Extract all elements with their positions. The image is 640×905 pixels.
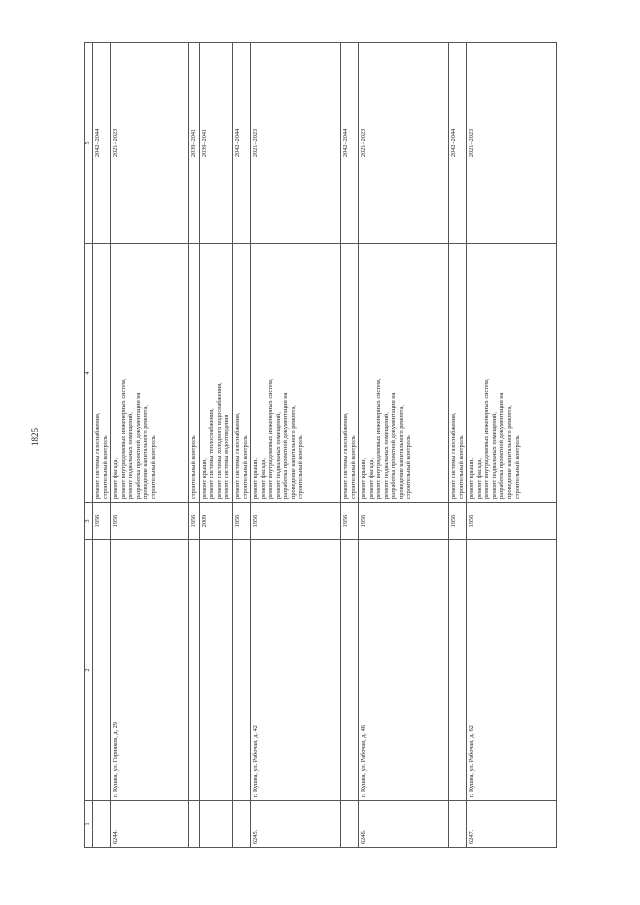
row-number: 6247. — [467, 801, 557, 848]
table-row — [251, 43, 341, 848]
works-cell — [251, 244, 341, 503]
row-number — [199, 801, 232, 848]
header-col-5: 5 — [85, 43, 93, 244]
column-number-row — [85, 43, 93, 848]
work-item: строительный контроль — [241, 435, 249, 499]
header-col-3: 3 — [85, 503, 93, 540]
work-item: ремонт системы газоснабжения, — [450, 412, 458, 499]
address-cell — [189, 540, 200, 801]
year-cell: 1956 — [93, 503, 111, 540]
work-item: строительный контроль — [513, 435, 521, 499]
work-item: строительный контроль — [190, 435, 198, 499]
page-number: 1825 — [30, 428, 40, 446]
year-cell: 1956 — [467, 503, 557, 540]
work-item: ремонт внутридомовых инженерных систем, — [375, 378, 383, 499]
capital-repair-table — [84, 42, 557, 848]
row-number — [189, 801, 200, 848]
year-cell: 1956 — [449, 503, 467, 540]
period-cell: 2042–2044 — [93, 43, 111, 244]
work-item: ремонт фасада, — [367, 458, 375, 499]
address-cell: г. Кушва, ул. Горняков, д. 29 — [111, 540, 189, 801]
header-col-4: 4 — [85, 244, 93, 503]
work-item: ремонт системы газоснабжения, — [234, 412, 242, 499]
table-row — [93, 43, 111, 848]
table-row — [199, 43, 232, 848]
period-cell: 2021–2023 — [359, 43, 449, 244]
work-item: ремонт фасада, — [112, 458, 120, 499]
work-item: проведение капитального ремонта, — [142, 405, 150, 499]
table-row — [111, 43, 189, 848]
rotated-page — [84, 78, 600, 848]
period-cell: 2042–2044 — [449, 43, 467, 244]
works-cell — [359, 244, 449, 503]
period-cell: 2039–2041 — [189, 43, 200, 244]
work-item: строительный контроль — [150, 435, 158, 499]
row-number — [233, 801, 251, 848]
work-item: ремонт подвальных помещений, — [127, 412, 135, 499]
work-item: ремонт фасада, — [259, 458, 267, 499]
work-item: ремонт внутридомовых инженерных систем, — [483, 378, 491, 499]
work-item: ремонт крыши, — [252, 457, 260, 499]
row-number: 6245. — [251, 801, 341, 848]
period-cell: 2021–2023 — [467, 43, 557, 244]
work-item: ремонт системы холодного водоснабжения, — [215, 382, 223, 499]
address-cell — [341, 540, 359, 801]
work-item: ремонт системы газоснабжения, — [94, 412, 102, 499]
works-cell — [449, 244, 467, 503]
work-item: строительный контроль — [405, 435, 413, 499]
work-item: ремонт крыши, — [468, 457, 476, 499]
row-number — [341, 801, 359, 848]
address-cell — [233, 540, 251, 801]
year-cell: 2009 — [199, 503, 232, 540]
work-item: ремонт системы газоснабжения, — [342, 412, 350, 499]
address-cell — [199, 540, 232, 801]
works-cell — [111, 244, 189, 503]
year-cell: 1956 — [359, 503, 449, 540]
row-number: 6244. — [111, 801, 189, 848]
row-number: 6246. — [359, 801, 449, 848]
period-cell: 2042–2044 — [233, 43, 251, 244]
works-cell — [199, 244, 232, 503]
work-item: строительный контроль — [297, 435, 305, 499]
work-item: строительный контроль — [101, 435, 109, 499]
address-cell — [93, 540, 111, 801]
work-item: строительный контроль — [457, 435, 465, 499]
work-item: разработка проектной документации на — [134, 392, 142, 499]
year-cell: 1956 — [189, 503, 200, 540]
work-item: проведение капитального ремонта, — [397, 405, 405, 499]
work-item: проведение капитального ремонта, — [506, 405, 514, 499]
table-row — [449, 43, 467, 848]
period-cell: 2021–2023 — [251, 43, 341, 244]
work-item: ремонт фасада, — [475, 458, 483, 499]
address-cell — [449, 540, 467, 801]
table-row — [341, 43, 359, 848]
table-row — [467, 43, 557, 848]
work-item: ремонт подвальных помещений, — [382, 412, 390, 499]
period-cell: 2021–2023 — [111, 43, 189, 244]
work-item: ремонт крыши, — [200, 457, 208, 499]
work-item: ремонт подвальных помещений, — [490, 412, 498, 499]
year-cell: 1956 — [233, 503, 251, 540]
row-number — [449, 801, 467, 848]
table-row — [233, 43, 251, 848]
year-cell: 1956 — [111, 503, 189, 540]
address-cell: г. Кушва, ул. Рабочая, д. 62 — [467, 540, 557, 801]
work-item: разработка проектной документации на — [498, 392, 506, 499]
work-item: ремонт крыши, — [360, 457, 368, 499]
table-row — [189, 43, 200, 848]
header-col-1: 1 — [85, 801, 93, 848]
work-item: ремонт внутридомовых инженерных систем, — [267, 378, 275, 499]
work-item: проведение капитального ремонта, — [289, 405, 297, 499]
work-item: ремонт системы теплоснабжения, — [208, 408, 216, 499]
address-cell: г. Кушва, ул. Рабочая, д. 42 — [251, 540, 341, 801]
works-cell — [467, 244, 557, 503]
table-row — [359, 43, 449, 848]
work-item: ремонт системы водоотведения — [223, 414, 231, 499]
year-cell: 1956 — [251, 503, 341, 540]
row-number — [93, 801, 111, 848]
work-item: строительный контроль — [349, 435, 357, 499]
works-cell — [189, 244, 200, 503]
year-cell: 1956 — [341, 503, 359, 540]
address-cell: г. Кушва, ул. Рабочая, д. 46 — [359, 540, 449, 801]
works-cell — [233, 244, 251, 503]
works-cell — [341, 244, 359, 503]
work-item: ремонт подвальных помещений, — [274, 412, 282, 499]
work-item: ремонт внутридомовых инженерных систем, — [119, 378, 127, 499]
period-cell: 2039–2041 — [199, 43, 232, 244]
work-item: разработка проектной документации на — [282, 392, 290, 499]
work-item: разработка проектной документации на — [390, 392, 398, 499]
works-cell — [93, 244, 111, 503]
period-cell: 2042–2044 — [341, 43, 359, 244]
header-col-2: 2 — [85, 540, 93, 801]
